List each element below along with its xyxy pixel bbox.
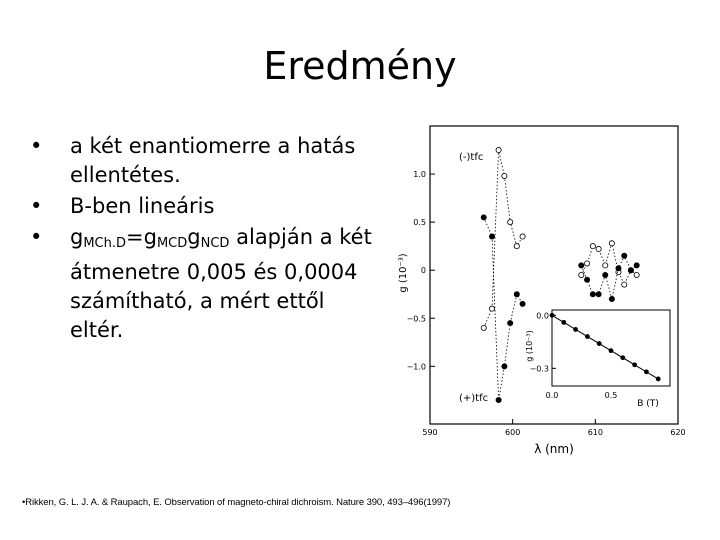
data-point-plus <box>616 266 621 271</box>
data-point-plus <box>481 215 486 220</box>
y-tick-label: 0.5 <box>413 218 426 228</box>
data-point-minus <box>603 263 608 268</box>
data-point-plus <box>496 397 501 402</box>
data-point-plus <box>584 277 589 282</box>
data-point-minus <box>609 241 614 246</box>
x-tick-label: 620 <box>670 428 686 437</box>
bullet-marker: • <box>30 225 43 249</box>
data-point-minus <box>634 272 639 277</box>
inset-x-tick-label: 0.0 <box>545 391 559 400</box>
x-axis-label: λ (nm) <box>534 442 574 456</box>
data-point-plus <box>634 263 639 268</box>
x-tick-label: 590 <box>422 428 438 437</box>
series-label-plus: (+)tfc <box>459 393 489 404</box>
data-point-plus <box>609 296 614 301</box>
data-point-minus <box>489 306 494 311</box>
slide-title: Eredmény <box>263 44 457 88</box>
inset-data-point <box>585 334 590 339</box>
data-point-minus <box>481 325 486 330</box>
data-point-plus <box>590 292 595 297</box>
data-point-minus <box>584 261 589 266</box>
data-point-plus <box>508 320 513 325</box>
y-tick-label: −1.0 <box>406 362 426 372</box>
inset-x-axis-label: B (T) <box>637 399 659 409</box>
inset-y-axis-label: g (10⁻³) <box>525 330 534 362</box>
bullet-text: alapján a két átmenetre 0,005 és 0,0004 számítható, a mért ettől eltér. <box>70 225 372 342</box>
data-point-plus <box>596 292 601 297</box>
inset-data-point <box>609 348 614 353</box>
y-tick-label: 1.0 <box>413 170 426 180</box>
bullet-text: B-ben lineáris <box>70 194 215 218</box>
data-point-minus <box>596 246 601 251</box>
citation-footnote: •Rikken, G. L. J. A. & Raupach, E. Observation of magneto-chiral dichroism. Nature 390, 493–496(1997) <box>22 497 451 508</box>
inset-y-tick-label: −0.3 <box>529 364 549 374</box>
y-tick-label: 0 <box>420 266 426 276</box>
data-point-minus <box>502 173 507 178</box>
bullet-list <box>30 132 380 347</box>
inset-x-tick-label: 0.5 <box>604 391 618 400</box>
data-point-plus <box>520 301 525 306</box>
inset-y-tick-label: 0.0 <box>536 311 549 321</box>
data-point-minus <box>622 282 627 287</box>
figure-chart <box>392 118 692 468</box>
x-tick-label: 600 <box>505 428 521 437</box>
data-point-minus <box>590 244 595 249</box>
bullet-item <box>30 192 380 221</box>
bullet-text: a két enantiomerre a hatás ellentétes. <box>70 134 356 187</box>
data-point-plus <box>579 263 584 268</box>
inset-data-point <box>550 313 555 318</box>
formula-sub-mcd: MCD <box>156 236 188 251</box>
data-point-plus <box>603 272 608 277</box>
data-point-minus <box>514 244 519 249</box>
inset-data-point <box>573 327 578 332</box>
x-tick-label: 610 <box>587 428 603 437</box>
data-point-minus <box>579 272 584 277</box>
formula-g2: g <box>187 225 201 249</box>
data-point-minus <box>508 220 513 225</box>
y-axis-label: g (10⁻³) <box>398 253 409 293</box>
data-point-plus <box>502 364 507 369</box>
inset-data-point <box>561 320 566 325</box>
bullet-item <box>30 132 380 190</box>
formula-g1: g <box>70 225 84 249</box>
data-point-minus <box>496 147 501 152</box>
inset-data-point <box>597 341 602 346</box>
formula-eq: =g <box>126 225 157 249</box>
inset-data-point <box>620 355 625 360</box>
bullet-item <box>30 223 380 345</box>
data-point-minus <box>520 234 525 239</box>
inset-frame <box>552 310 670 386</box>
formula-sub-ncd: NCD <box>200 236 230 251</box>
data-point-plus <box>628 268 633 273</box>
inset-data-point <box>632 362 637 367</box>
inset-data-point <box>656 377 661 382</box>
data-point-plus <box>514 292 519 297</box>
data-point-plus <box>622 253 627 258</box>
inset-data-point <box>644 369 649 374</box>
series-label-minus: (-)tfc <box>459 152 484 163</box>
formula-sub-mchd: MCh.D <box>83 236 127 251</box>
bullet-marker: • <box>30 194 43 218</box>
y-tick-label: −0.5 <box>406 314 426 324</box>
data-point-plus <box>489 234 494 239</box>
bullet-marker: • <box>30 134 43 158</box>
